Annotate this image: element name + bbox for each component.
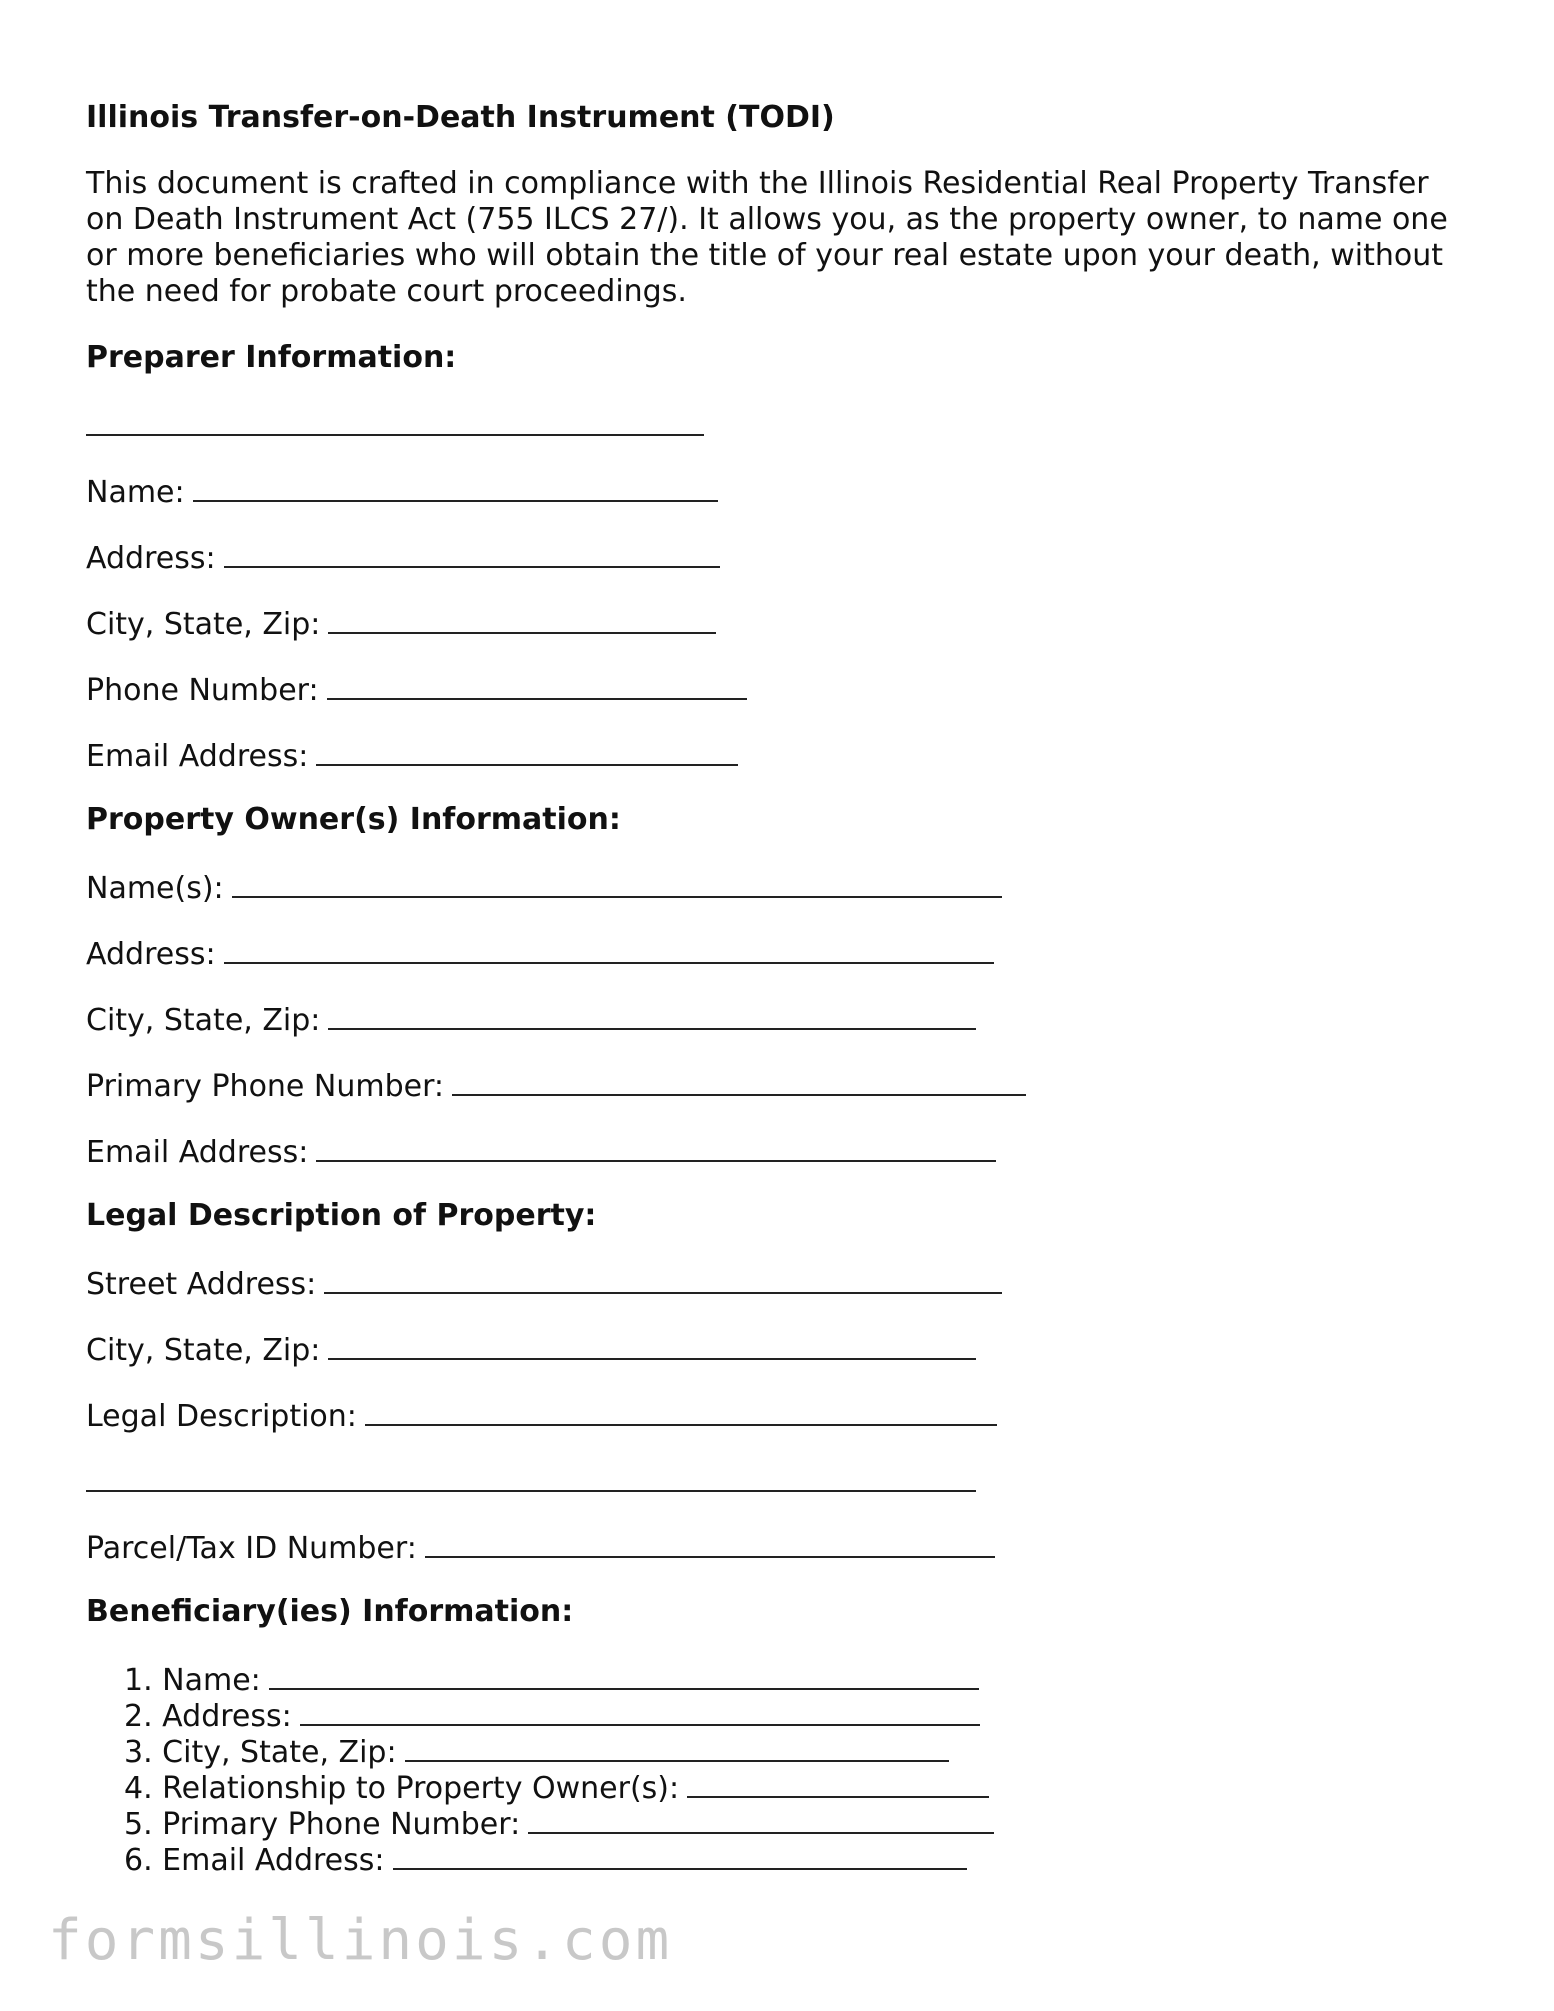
preparer-email-field[interactable]: [316, 736, 738, 766]
preparer-name-field[interactable]: [193, 472, 718, 502]
owner-phone-field[interactable]: [452, 1066, 1026, 1096]
owner-email-label: Email Address:: [86, 1135, 309, 1170]
intro-line: the need for probate court proceedings.: [86, 274, 687, 309]
preparer-name-label: Name:: [86, 475, 185, 510]
intro-line: or more beneficiaries who will obtain the title of your real estate upon your death, without: [86, 238, 1444, 273]
property-legal-continuation-row: [86, 1462, 976, 1501]
property-city-label: City, State, Zip:: [86, 1333, 321, 1368]
property-parcel-row: [86, 1528, 995, 1567]
preparer-city-field[interactable]: [328, 604, 716, 634]
property-legal-label: Legal Description:: [86, 1399, 357, 1434]
beneficiary-item-address: [124, 1696, 980, 1735]
preparer-email-row: [86, 736, 738, 775]
property-legal-row: [86, 1396, 997, 1435]
preparer-name-row: [86, 472, 718, 511]
owner-city-label: City, State, Zip:: [86, 1003, 321, 1038]
owner-email-row: [86, 1132, 996, 1171]
preparer-city-label: City, State, Zip:: [86, 607, 321, 642]
beneficiary-item-name: [124, 1660, 979, 1699]
beneficiary-relationship-field[interactable]: [687, 1768, 989, 1798]
intro-line: on Death Instrument Act (755 ILCS 27/). It allows you, as the property owner, to name one: [86, 202, 1448, 237]
beneficiary-heading: Beneficiary(ies) Information:: [86, 1594, 574, 1629]
beneficiary-city-label: 3. City, State, Zip:: [124, 1735, 397, 1770]
beneficiary-item-phone: [124, 1804, 994, 1843]
owner-phone-row: [86, 1066, 1026, 1105]
owner-address-row: [86, 934, 994, 973]
property-legal-field[interactable]: [365, 1396, 997, 1426]
preparer-address-field[interactable]: [224, 538, 720, 568]
intro-line: This document is crafted in compliance with the Illinois Residential Real Property Transfer: [86, 166, 1429, 201]
property-street-label: Street Address:: [86, 1267, 317, 1302]
preparer-phone-row: [86, 670, 747, 709]
preparer-heading: Preparer Information:: [86, 340, 457, 375]
beneficiary-phone-label: 5. Primary Phone Number:: [124, 1807, 521, 1842]
beneficiary-item-city: [124, 1732, 949, 1771]
preparer-blank-line[interactable]: [86, 406, 704, 445]
property-street-row: [86, 1264, 1002, 1303]
property-parcel-field[interactable]: [425, 1528, 995, 1558]
beneficiary-address-label: 2. Address:: [124, 1699, 292, 1734]
beneficiary-email-field[interactable]: [393, 1840, 967, 1870]
owner-phone-label: Primary Phone Number:: [86, 1069, 445, 1104]
beneficiary-email-label: 6. Email Address:: [124, 1843, 385, 1878]
owner-city-row: [86, 1000, 976, 1039]
beneficiary-item-relationship: [124, 1768, 989, 1807]
beneficiary-address-field[interactable]: [300, 1696, 980, 1726]
preparer-blank[interactable]: [86, 406, 704, 436]
beneficiary-phone-field[interactable]: [528, 1804, 994, 1834]
beneficiary-relationship-label: 4. Relationship to Property Owner(s):: [124, 1771, 680, 1806]
intro-paragraph: [86, 166, 1486, 310]
property-street-field[interactable]: [324, 1264, 1002, 1294]
property-city-field[interactable]: [328, 1330, 976, 1360]
owner-name-row: [86, 868, 1002, 907]
beneficiary-name-label: 1. Name:: [124, 1663, 261, 1698]
owner-city-field[interactable]: [328, 1000, 976, 1030]
property-city-row: [86, 1330, 976, 1369]
owner-name-label: Name(s):: [86, 871, 224, 906]
property-parcel-label: Parcel/Tax ID Number:: [86, 1531, 417, 1566]
watermark: formsillinois.com: [48, 1908, 673, 1973]
property-legal-continuation-field[interactable]: [86, 1462, 976, 1492]
preparer-email-label: Email Address:: [86, 739, 309, 774]
owner-address-field[interactable]: [224, 934, 994, 964]
preparer-phone-label: Phone Number:: [86, 673, 319, 708]
preparer-phone-field[interactable]: [327, 670, 747, 700]
owner-heading: Property Owner(s) Information:: [86, 802, 621, 837]
property-heading: Legal Description of Property:: [86, 1198, 597, 1233]
document-title: Illinois Transfer-on-Death Instrument (TODI): [86, 100, 835, 135]
owner-address-label: Address:: [86, 937, 216, 972]
owner-email-field[interactable]: [316, 1132, 996, 1162]
preparer-address-label: Address:: [86, 541, 216, 576]
preparer-city-row: [86, 604, 716, 643]
owner-name-field[interactable]: [232, 868, 1002, 898]
beneficiary-name-field[interactable]: [269, 1660, 979, 1690]
preparer-address-row: [86, 538, 720, 577]
beneficiary-city-field[interactable]: [405, 1732, 949, 1762]
beneficiary-item-email: [124, 1840, 967, 1879]
